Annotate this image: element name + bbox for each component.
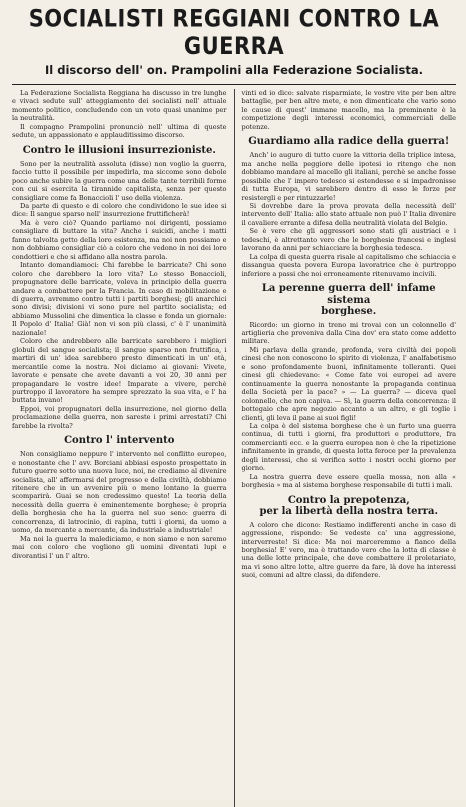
paragraph: Ma noi la guerra la malediciamo, e non siamo e non saremo mai con coloro che vogliono gli uomini diventati lupi e divorantisi l' un l' altro. xyxy=(12,534,227,560)
section-heading xyxy=(242,283,457,318)
paragraph: Intanto domandiamoci: Chi farebbe le barricate? Chi sono coloro che darebbero la loro vita? Lo stesso Bonaccioli, propugnatore delle barricate, voleva in principio della guerra andare a combattere per la Francia. In caso di mobilitazione e di guerra, avremmo contro tutti i partiti borghesi; gli anarchici sono divisi; divisioni vi sono pure nel partito socialista; ed abbiamo Mussolini che dimentica la classe e fonda un giornale: Il Popolo d' Italia! Già! non vi son più classi, c' è l' unanimità nazionale! xyxy=(12,261,227,337)
header-rule xyxy=(12,84,456,85)
paragraph: Anch' io auguro di tutto cuore la vittoria della triplice intesa, ma anche nella peggiore delle ipotesi io ritengo che non dobbiamo mandare al macello gli italiani, perchè se anche fosse possibile che l' impero tedesco si estendesse e si impadronisse di tutta Europa, vi sarebbero dentro di esso le forze per resistergli e per rintuzzarle! xyxy=(241,151,457,202)
paragraph: Sono per la neutralità assoluta (disse) non voglio la guerra, faccio tutto il possibile per impedirla, ma siccome sono debole poco anche subire la guerra come una delle tante terribili forme con cui si esercita la tirannide capitalista, senza per questo consigliare come fa Bonaccioli l' uso della violenza. xyxy=(12,159,227,202)
paragraph: Eppoi, voi propugnatori della insurrezione, nel giorno della proclamazione della guerra, non sareste i primi arrestati? Chi farebbe la rivolta? xyxy=(12,404,227,430)
paragraph: Ricordo: un giorno in treno mi trovai con un colonnello d' artiglieria che proveniva dalla Cina dov' era stato come addetto militare. xyxy=(241,320,457,346)
paragraph: Se è vero che gli aggressori sono stati gli austriaci e i tedeschi, è altrettanto vero che le borghesie francesi e inglesi lavorano da anni per schiacciare la borghesia tedesca. xyxy=(241,227,457,253)
right-column xyxy=(235,87,457,807)
section-heading: Contro l' intervento xyxy=(64,435,175,447)
left-column xyxy=(12,87,234,807)
paragraph: Si dovrebbe dare la prova provata della necessità dell' intervento dell' Italia: allo stato attuale non può l' Italia divenire il cavaliere errante a difesa della neutralità violata del Belgio. xyxy=(241,201,457,227)
paragraph: Il compagno Prampolini pronunciò nell' ultima di queste sedute, un appassionato e applauditissimo discorso. xyxy=(12,122,227,140)
paragraph: La nostra guerra deve essere quella mossa, non alla « borghesia » ma al sistema borghese responsabile di tutti i mali. xyxy=(241,472,457,490)
section-heading-line: La perenne guerra dell' infame sistema xyxy=(261,283,436,306)
paragraph: vinti ed io dico: salvate risparmiate, le vostre vite per ben altre battaglie, per ben altre mete, e non dimenticate che vario sono le cause di quest' immane macello, ma la preminente è la competizione degli interessi economici, commerciali delle potenze. xyxy=(241,89,457,131)
article-subtitle: Il discorso dell' on. Prampolini alla Federazione Socialista. xyxy=(45,63,423,77)
paragraph: Da parte di questo e di coloro che condividono le sue idee si dice: Il sangue sparso nell' insurrezione fruttificherà! xyxy=(12,201,227,219)
paragraph: Ma è vero ciò? Quando parliamo noi dirigenti, possiamo consigliare di buttare la vita? Anche i suicidi, anche i matti fanno talvolta getto della loro esistenza, ma noi non possiamo e non dobbiamo consigliar ciò a coloro che vedono in noi dei loro condottieri e che si affidano alla nostra parola. xyxy=(12,218,227,261)
paragraph: Non consigliamo neppure l' intervento nel conflitto europeo, e nonostante che l' avv. Borciani abbiasi esposto prospettato in futuro guerre sotto una nuova luce, noi, ne crediamo al divenire socialista, all' affermarsi del progresso e della civiltà, dobbiamo ritenere che in un avvenire più o meno lontano la guerra scomparirà. Guai se non credessimo questo! La teoria della necessità della guerra è eminentemente borghese; è propria della borghesia che ha la guerra nel suo seno: guerra di concorrenza, di latrocinio, di rapina, tutti i giorni, da uomo a uomo, da mercante a mercante, da industriale a industriale! xyxy=(12,450,227,535)
section-heading: Contro le illusioni insurrezioniste. xyxy=(22,144,216,156)
article-columns xyxy=(12,87,456,807)
paragraph: A coloro che dicono: Restiamo indifferenti anche in caso di aggressione, rispondo: Se vedeste ca' una aggressione, interverreste! Si dice: Ma noi marceremmo a fianco della borghesia! E' vero, ma è trattando vero che la lotta di classe è una delle lotte principale, che deve combattere il proletariato, ma vi sono altre lotte, altre guerre da fare, là dove ha interessi suoi, comuni ad altre classi, da difendere. xyxy=(241,520,457,580)
section-heading-line: Contro la prepotenza, xyxy=(287,494,410,506)
section-heading-line: per la libertà della nostra terra. xyxy=(259,506,438,518)
section-heading-line: borghese. xyxy=(321,306,377,318)
masthead: SOCIALISTI REGGIANI CONTRO LA GUERRA xyxy=(28,4,440,60)
paragraph: Coloro che andrebbero alle barricate sarebbero i migliori globuli del sangue socialista; il sangue sparso non fruttifica, i martiri di un' idea sarebbero presto dimenticati in un' età, mercantile come la nostra. Noi diciamo ai giovani: Vivete, lavorate e pensate che avete davanti a voi 20, 30 anni per propagandare le vostre idee! Imparate a vivere, perchè purtroppo il lavoratore ha sempre sprezzato la sua vita, e l' ha buttata invano! xyxy=(12,337,227,405)
section-heading: Guardiamo alla radice della guerra! xyxy=(248,136,450,148)
paragraph: La colpa di questa guerra risale al capitalismo che schiaccia e dissangua questa povera Europa lavoratrice che è purtroppo inferiore a passi che noi erroneamente ritenuvamo incivili. xyxy=(241,252,457,278)
paragraph: La colpa è del sistema borghese che è un furto una guerra continua, di tutti i giorni, fra produttori e produttore, fra commercianti ecc. e la guerra europea non è che la ripetizione infinitamente in grande, di questa lotta feroce per la prevalenza degli interessi, che si verifica sotto i nostri occhi giorno per giorno. xyxy=(241,422,457,473)
section-heading xyxy=(242,495,457,518)
paragraph: Mi parlava della grande, profonda, vera civiltà dei popoli cinesi che non conoscono lo spirito di violenza, l' analfabetismo e sono profondamente buoni, infinitamente tolleranti. Quei cinesi gli chiedevano: « Come fate voi europei ad avere continuamente la guerra nonostante la propaganda continua della Società per la pace? » — La guerra? — diceva quel colonnello, che non capiva. — Sì, la guerra della concorrenza: il bottegaio che apre negozio accanto a un altro, e gli toglie i clienti, gli leva il pane ai suoi figli! xyxy=(241,345,457,422)
paragraph: La Federazione Socialista Reggiana ha discusso in tre lunghe e vivaci sedute sull' atteggiamento dei socialisti nell' attuale momento politico, concludendo con un voto quasi unanime per la neutralità. xyxy=(12,89,227,123)
